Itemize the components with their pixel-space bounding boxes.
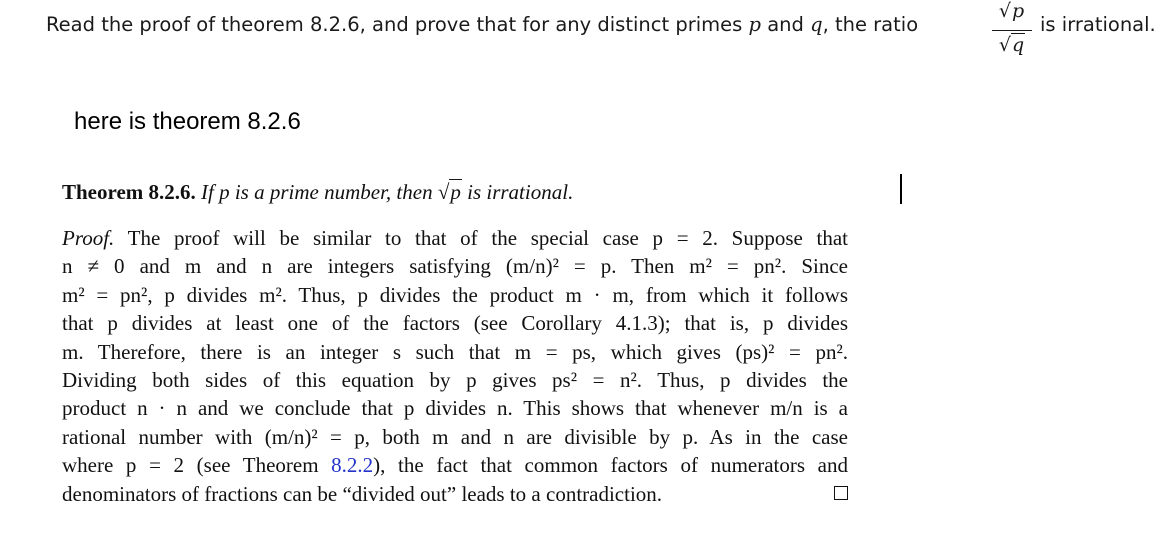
proof-line-2: n ≠ 0 and m and n are integers satisfying (m/n)² = p. Then m² = pn². Since (62, 254, 848, 279)
proof-line-3: m² = pn², p divides m². Thus, p divides the product m · m, from which it follows (62, 282, 848, 307)
proof-body (62, 224, 848, 508)
fraction-numerator: √p (998, 0, 1025, 22)
proof-line-4: that p divides at least one of the factors (see Corollary 4.1.3); that is, p divides (62, 311, 848, 336)
denominator-radicand: q (1011, 34, 1025, 56)
question-line (46, 13, 918, 36)
theorem-statement: Theorem 8.2.6. If p is a prime number, then √p is irrational. (62, 180, 574, 204)
proof-line-1 (62, 224, 848, 252)
question-ending: is irrational. (1040, 13, 1156, 36)
theorem-reference-link[interactable]: 8.2.2 (331, 453, 374, 478)
question-text (46, 0, 1162, 70)
proof-line-9 (62, 451, 848, 479)
proof-line-5: m. Therefore, there is an integer s such that m = ps, which gives (ps)² = pn². (62, 339, 848, 364)
proof-line-9-text: where p = 2 (see Theorem 8.2.2), the fact that common factors of numerators and (62, 453, 848, 478)
proof-line-10 (62, 480, 848, 508)
question-var-p: p (748, 13, 761, 36)
text-cursor (900, 174, 902, 204)
theorem-label: Theorem 8.2.6. (62, 180, 196, 204)
question-intro: Read the proof of theorem 8.2.6, and prove that for any distinct primes (46, 13, 743, 36)
proof-line-1-text: The proof will be similar to that of the special case p = 2. Suppose that (127, 226, 848, 250)
proof-line-8: rational number with (m/n)² = p, both m and n are divisible by p. As in the case (62, 424, 848, 449)
question-ratio-text: , the ratio (822, 13, 919, 36)
theorem-radicand: p (450, 180, 461, 204)
theorem-statement-before: If p is a prime number, then (201, 180, 433, 204)
question-and: and (767, 13, 804, 36)
question-var-q: q (810, 13, 823, 36)
numerator-radicand: p (1011, 0, 1025, 22)
proof-line-10-text: denominators of fractions can be “divided out” leads to a contradiction. (62, 481, 663, 506)
proof-line-6: Dividing both sides of this equation by p gives ps² = n². Thus, p divides the (62, 367, 848, 392)
fraction-bar (992, 30, 1032, 31)
proof-line-7: product n · n and we conclude that p divides n. This shows that whenever m/n is a (62, 396, 848, 421)
theorem-statement-after: is irrational. (467, 180, 574, 204)
caption-text: here is theorem 8.2.6 (74, 108, 301, 135)
proof-label: Proof. (62, 226, 115, 250)
fraction-denominator: √q (998, 34, 1025, 56)
ratio-fraction (992, 0, 1034, 64)
qed-square-icon (834, 486, 848, 500)
